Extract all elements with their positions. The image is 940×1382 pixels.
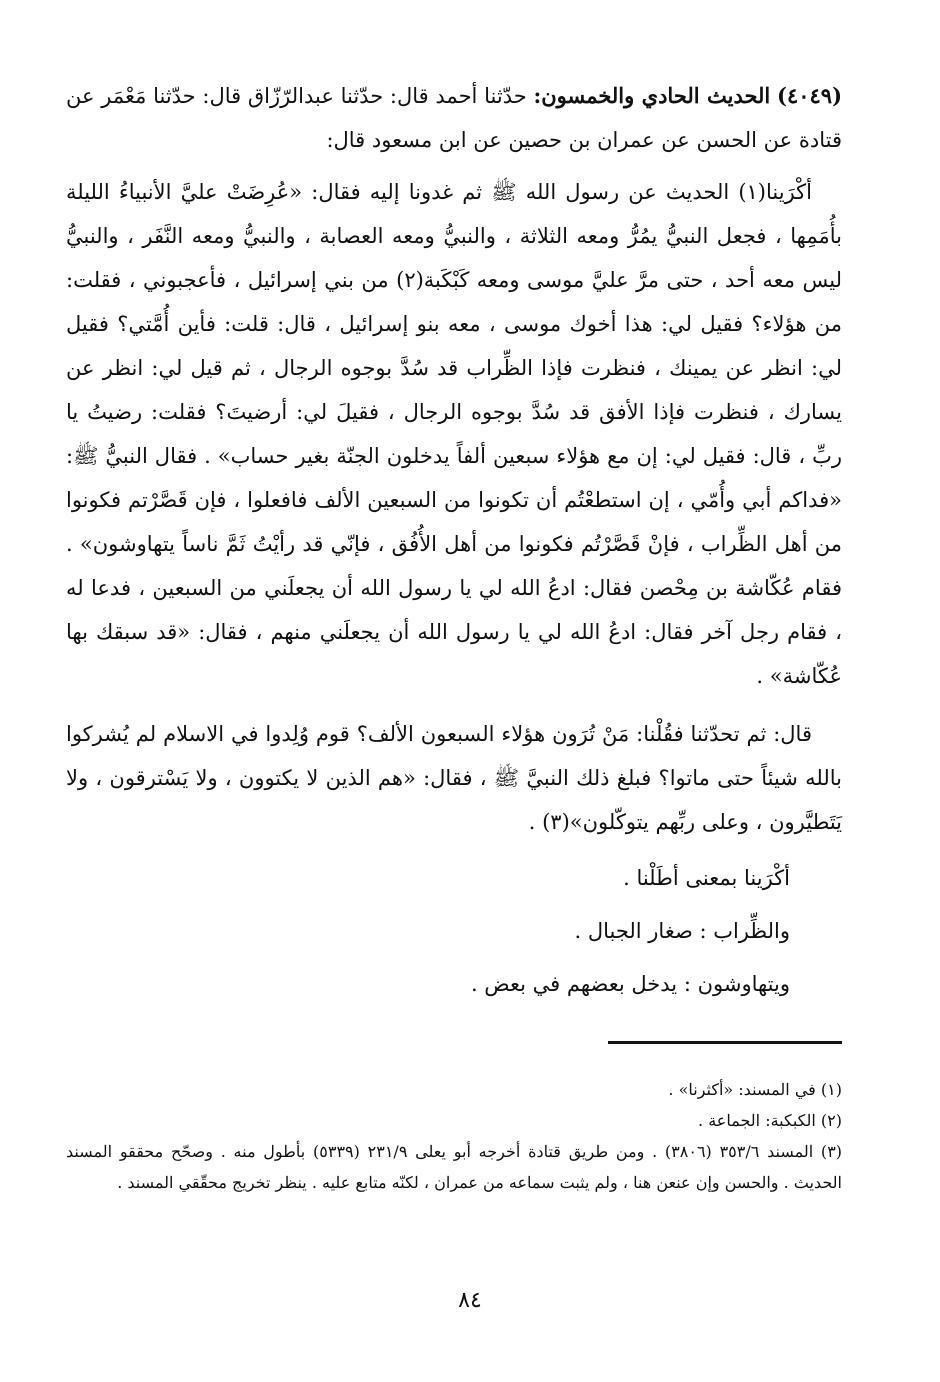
glossary-line-1: أكْرَينا بمعنى أطَلْنا . (623, 866, 790, 890)
footnote-divider (608, 1041, 842, 1044)
hadith-commentary-paragraph: قال: ثم تحدّثنا فقُلْنا: مَنْ تُرَون هؤلاء السبعون الألف؟ قوم وُلِدوا في الاسلام لم يُشركوا بالله شيئاً حتى ماتوا؟ فبلغ ذلك النبيَّ ﷺ ، فقال: «هم الذين لا يكتوون ، ولا يَسْترقون ، ولا يَتَطيَّرون ، وعلى ربِّهم يتوكّلون»(٣) . (66, 722, 842, 834)
footnotes (66, 1074, 842, 1198)
hadith-title: الحديث الحادي والخمسون: (533, 83, 771, 108)
hadith-number: (٤٠٤٩) (777, 83, 842, 108)
page-number: ٨٤ (458, 1288, 482, 1313)
glossary-line-3: ويتهاوشون : يدخل بعضهم في بعض . (470, 972, 790, 996)
glossary-line-2: والظِّراب : صغار الجبال . (574, 919, 790, 943)
footnote-2: (٢) الكبكبة: الجماعة . (698, 1111, 842, 1130)
hadith-isnad: حدّثنا أحمد قال: حدّثنا عبدالرّزّاق قال: حدّثنا مَعْمَر عن قتادة عن الحسن عن عمران بن حصين عن ابن مسعود قال: (66, 84, 842, 152)
book-page (66, 74, 842, 1364)
footnote-1: (١) في المسند: «أكثرنا» . (668, 1080, 842, 1099)
hadith-heading (66, 74, 842, 162)
footnote-3: (٣) المسند ٣٥٣/٦ (٣٨٠٦) . ومن طريق قتادة أخرجه أبو يعلى ٢٣١/٩ (٥٣٣٩) بأطول منه . وصحّح محققو المسند الحديث . والحسن وإن عنعن هنا ، ولم يثبت سماعه من عمران ، لكنّه متابع عليه . ينظر تخريج محقّقي المسند . (66, 1142, 843, 1192)
hadith-body-paragraph: أكْرَينا(١) الحديث عن رسول الله ﷺ ثم غدونا إليه فقال: «عُرِضَتْ عليَّ الأنبياءُ الليلة بأُمَمِها ، فجعل النبيُّ يمُرُّ ومعه الثلاثة ، والنبيُّ ومعه العصابة ، والنبيُّ ومعه النَّفَر ، والنبيُّ ليس معه أحد ، حتى مرَّ عليَّ موسى ومعه كَبْكَبة(٢) من بني إسرائيل ، فأعجبوني ، فقلت: من هؤلاء؟ فقيل لي: هذا أخوك موسى ، معه بنو إسرائيل ، قال: قلت: فأين أُمَّتي؟ فقيل لي: انظر عن يمينك ، فنظرت فإذا الظِّراب قد سُدَّ بوجوه الرجال ، ثم قيل لي: انظر عن يسارك ، فنظرت فإذا الأفق قد سُدَّ بوجوه الرجال ، فقيلَ لي: أرضيتَ؟ فقلت: رضيتُ يا ربِّ ، قال: فقيل لي: إن مع هؤلاء سبعين ألفاً يدخلون الجنّة بغير حساب» . فقال النبيُّ ﷺ: «فداكم أبي وأُمّي ، إن استطعْتُم أن تكونوا من السبعين الألف فافعلوا ، فإن قَصَّرْتم فكونوا من أهل الظِّراب ، فإنْ قَصَّرْتُم فكونوا من أهل الأُفُق ، فإنّي قد رأيْتُ ثَمَّ ناساً يتهاوشون» . فقام عُكّاشة بن مِحْصن فقال: ادعُ الله لي يا رسول الله أن يجعلَني من السبعين ، فدعا له ، فقام رجل آخر فقال: ادعُ الله لي يا رسول الله أن يجعلَني منهم ، فقال: «قد سبقك بها عُكّاشة» . (66, 180, 842, 688)
